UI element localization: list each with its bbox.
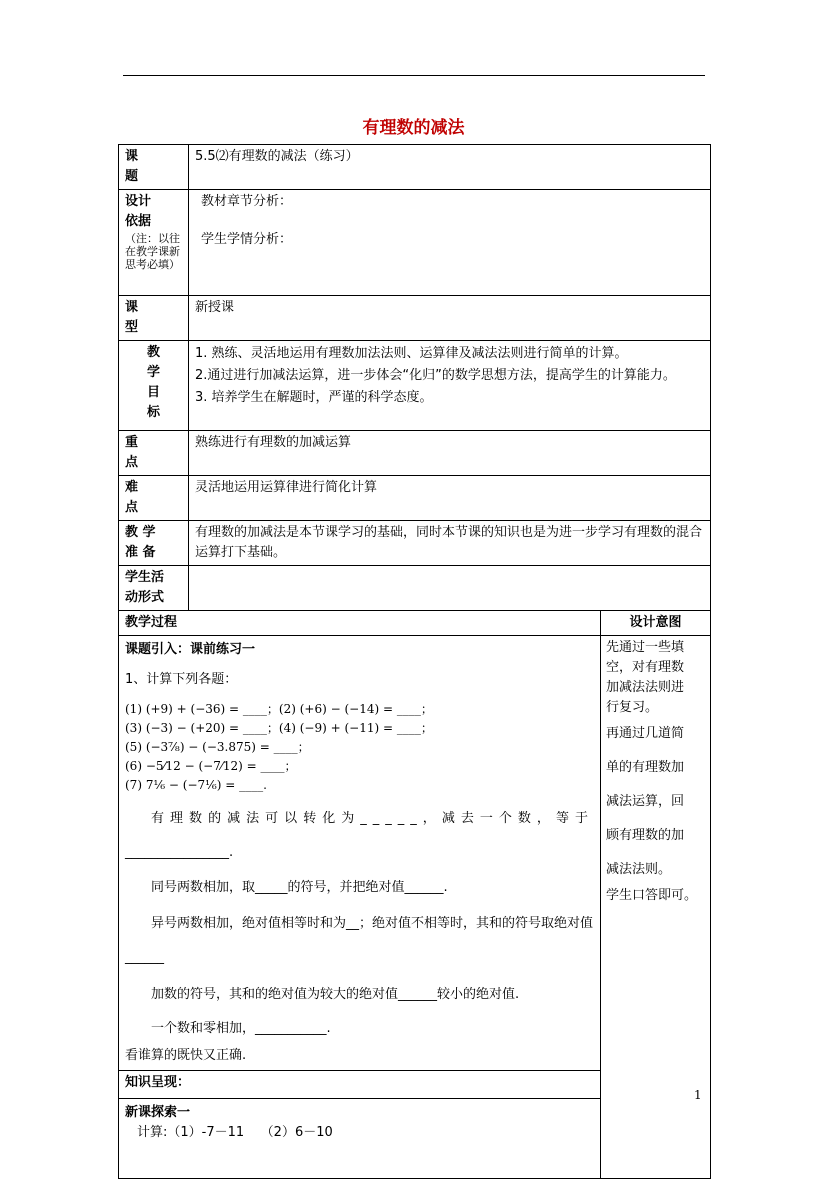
- prep-label-line1: 教 学: [125, 525, 156, 540]
- goal-item: 3. 培养学生在解题时，严谨的科学态度。: [195, 390, 433, 405]
- row-goals: [119, 341, 711, 431]
- intent-line: 行复习。: [606, 700, 659, 715]
- intent-line: 加减法法则进: [606, 680, 685, 695]
- lesson-plan-table: [118, 144, 711, 1179]
- intent-line: 再通过几道简: [606, 726, 685, 741]
- goal-item: 2.通过进行加减法运算，进一步体会“化归”的数学思想方法，提高学生的计算能力。: [195, 368, 676, 383]
- rule-subtraction-blank: ________________.: [125, 845, 234, 860]
- basis-label-note: （注：以往在教学课新思考必填）: [125, 232, 180, 271]
- speed-note: 看谁算的既快又正确.: [125, 1048, 247, 1063]
- basis-value-cell: [189, 190, 711, 296]
- header-rule: [123, 75, 705, 76]
- key-label: 重 点: [119, 431, 189, 476]
- topic-value: 5.5⑵有理数的减法（练习）: [189, 145, 711, 190]
- intent-line: 先通过一些填: [606, 640, 685, 655]
- row-difficulty: [119, 476, 711, 521]
- rule-same-sign: 同号两数相加，取_____的符号，并把绝对值______.: [151, 880, 448, 895]
- goals-label-char: 目: [146, 385, 160, 400]
- row-intro: [119, 636, 711, 1071]
- type-value: 新授课: [189, 296, 711, 341]
- basis-label-cell: [119, 190, 189, 296]
- row-activity: [119, 566, 711, 611]
- intent-line: 减法运算，回: [606, 794, 685, 809]
- goals-label-cell: [119, 341, 189, 431]
- textbook-analysis: 教材章节分析：: [201, 194, 293, 209]
- rule-zero: 一个数和零相加，___________.: [151, 1021, 331, 1036]
- exercise-item: (6) −5⁄12 − (−7⁄12) = ____；: [125, 759, 297, 773]
- key-value: 熟练进行有理数的加减运算: [189, 431, 711, 476]
- row-basis: [119, 190, 711, 296]
- new-explore-calc: 计算:（1）-7－11 （2）6－10: [137, 1125, 333, 1140]
- new-explore-title: 新课探索一: [125, 1105, 191, 1120]
- difficulty-label: 难 点: [119, 476, 189, 521]
- activity-label-line1: 学生活: [125, 570, 165, 585]
- prep-label-line2: 准 备: [125, 545, 156, 560]
- process-header: 教学过程: [119, 611, 601, 636]
- intent-line: 顾有理数的加: [606, 828, 685, 843]
- exercise-item: (3) (−3) − (+20) = ____；(4) (−9) + (−11) = ____；: [125, 721, 433, 735]
- intent-header: 设计意图: [601, 611, 711, 636]
- basis-label-line2: 依据: [125, 214, 152, 229]
- basis-label-line1: 设计: [125, 194, 152, 209]
- exercise-item: (7) 7⅙ − (−7⅙) = ____.: [125, 778, 267, 792]
- rule-diff-sign: 异号两数相加，绝对值相等时和为__；绝对值不相等时，其和的符号取绝对值______: [125, 916, 594, 965]
- goals-label-char: 标: [146, 405, 160, 420]
- exercise-title: 1、计算下列各题：: [125, 672, 238, 687]
- rule-sign: 加数的符号，其和的绝对值为较大的绝对值______较小的绝对值.: [151, 987, 520, 1002]
- prep-value: 有理数的加减法是本节课学习的基础，同时本节课的知识也是为进一步学习有理数的混合运算打下基础。: [189, 521, 711, 566]
- intent-line: 减法法则。: [606, 862, 672, 877]
- type-label: 课 型: [119, 296, 189, 341]
- intro-title: 课题引入：课前练习一: [125, 642, 256, 657]
- row-prep: [119, 521, 711, 566]
- exercise-item: (1) (+9) + (−36) = ____；(2) (+6) − (−14) = ____；: [125, 702, 433, 716]
- knowledge-title: 知识呈现：: [119, 1071, 601, 1099]
- difficulty-value: 灵活地运用运算律进行简化计算: [189, 476, 711, 521]
- goals-value-cell: [189, 341, 711, 431]
- row-process-header: [119, 611, 711, 636]
- rule-subtraction: 有理数的减法可以转化为_____，减去一个数，等于: [151, 811, 594, 826]
- prep-label-cell: [119, 521, 189, 566]
- row-type: [119, 296, 711, 341]
- page-number: 1: [694, 1088, 702, 1102]
- activity-label-line2: 动形式: [125, 590, 165, 605]
- document-title: 有理数的减法: [362, 118, 465, 138]
- activity-label-cell: [119, 566, 189, 611]
- row-key: [119, 431, 711, 476]
- goals-label-char: 学: [146, 365, 160, 380]
- row-topic: [119, 145, 711, 190]
- activity-value: [189, 566, 711, 611]
- intent-line: 学生口答即可。: [606, 888, 698, 903]
- exercise-list: [125, 700, 594, 795]
- intent-line: 空，对有理数: [606, 660, 685, 675]
- intent-line: 单的有理数加: [606, 760, 685, 775]
- topic-label: 课 题: [119, 145, 189, 190]
- exercise-item: (5) (−3⅞) − (−3.875) = ____；: [125, 740, 310, 754]
- intro-cell: [119, 636, 601, 1071]
- goal-item: 1. 熟练、灵活地运用有理数加法法则、运算律及减法法则进行简单的计算。: [195, 346, 628, 361]
- goals-label-char: 教: [146, 345, 160, 360]
- new-explore-cell: [119, 1099, 601, 1179]
- student-analysis: 学生学情分析：: [201, 232, 293, 247]
